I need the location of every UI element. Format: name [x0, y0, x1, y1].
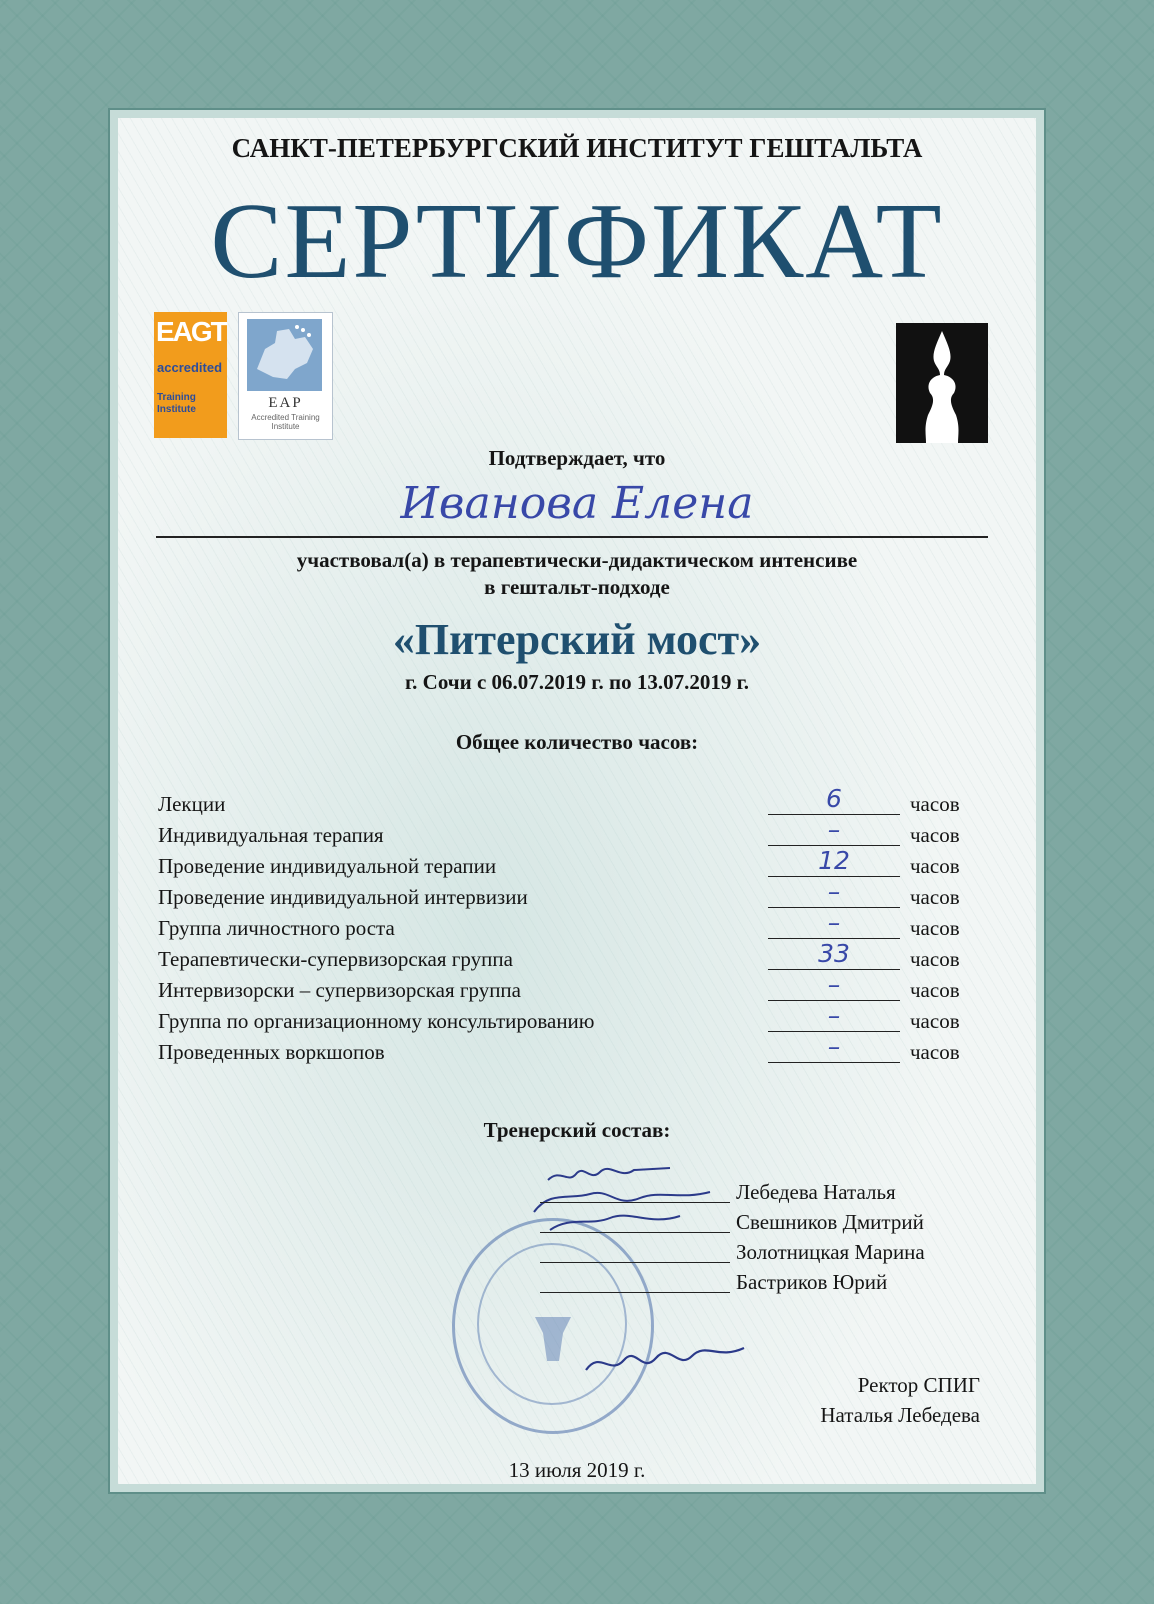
trainer-name: Бастриков Юрий	[736, 1270, 888, 1294]
hours-value: 33	[818, 939, 850, 968]
trainer-row	[540, 1240, 1000, 1270]
hours-value: –	[827, 908, 841, 937]
signature-line	[540, 1232, 730, 1233]
hours-value: 6	[826, 784, 842, 813]
hours-unit: часов	[910, 885, 960, 909]
recipient-name: Иванова Елена	[400, 478, 754, 529]
trainer-name: Золотницкая Марина	[736, 1240, 925, 1264]
program-title: «Питерский мост»	[392, 615, 762, 664]
hours-unit: часов	[910, 916, 960, 940]
hours-label: Терапевтически-супервизорская группа	[158, 947, 513, 971]
trainers-title: Тренерский состав:	[483, 1118, 671, 1142]
hours-list	[158, 784, 978, 1071]
participation-text	[0, 547, 1154, 601]
europe-map-icon	[247, 319, 322, 391]
eagt-logo-institute: Training Institute	[157, 392, 196, 415]
hours-label: Проведение индивидуальной интервизии	[158, 885, 528, 909]
recipient-name-underline	[156, 536, 988, 538]
hours-unit: часов	[910, 1040, 960, 1064]
hours-title: Общее количество часов:	[455, 730, 699, 754]
rector-name: Наталья Лебедева	[820, 1403, 980, 1427]
hours-label: Интервизорски – супервизорская группа	[158, 978, 521, 1002]
hours-label: Проведенных воркшопов	[158, 1040, 385, 1064]
hours-row	[158, 1032, 978, 1071]
hours-label: Индивидуальная терапия	[158, 823, 384, 847]
hours-label: Лекции	[158, 792, 226, 816]
participation-line-2: в гештальт-подходе	[484, 575, 670, 599]
confirms-text: Подтверждает, что	[488, 446, 666, 470]
eagt-logo	[154, 312, 227, 438]
hours-unit: часов	[910, 823, 960, 847]
trainer-row	[540, 1210, 1000, 1240]
hours-value: –	[827, 1001, 841, 1030]
hours-unit: часов	[910, 854, 960, 878]
eap-logo	[238, 312, 333, 440]
hours-unit: часов	[910, 978, 960, 1002]
certificate-title: СЕРТИФИКАТ	[210, 182, 944, 301]
signature-line	[540, 1202, 730, 1203]
faces-vase-logo-icon	[896, 323, 988, 443]
trainer-name: Лебедева Наталья	[736, 1180, 896, 1204]
hours-unit: часов	[910, 947, 960, 971]
eap-logo-subtext: Accredited Training Institute	[251, 413, 320, 431]
hours-label: Проведение индивидуальной терапии	[158, 854, 497, 878]
participation-line-1: участвовал(а) в терапевтически-дидактическом интенсиве	[296, 548, 858, 572]
trainers-list	[540, 1180, 1000, 1300]
trainer-row	[540, 1270, 1000, 1300]
institute-name: САНКТ-ПЕТЕРБУРГСКИЙ ИНСТИТУТ ГЕШТАЛЬТА	[231, 133, 923, 163]
issue-date: 13 июля 2019 г.	[508, 1458, 646, 1482]
eagt-logo-accredited: accredited	[157, 360, 223, 375]
eap-logo-text: EAP	[268, 395, 303, 411]
rector-block	[720, 1370, 980, 1430]
hours-underline	[768, 1062, 900, 1063]
eagt-logo-text: EAGT	[156, 316, 226, 347]
hours-unit: часов	[910, 1009, 960, 1033]
trainer-row	[540, 1180, 1000, 1210]
hours-unit: часов	[910, 792, 960, 816]
hours-label: Группа по организационному консультированию	[158, 1009, 595, 1033]
hours-value: –	[827, 877, 841, 906]
hours-value: –	[827, 1032, 841, 1061]
signature-line	[540, 1292, 730, 1293]
rector-role: Ректор СПИГ	[857, 1373, 980, 1397]
hours-label: Группа личностного роста	[158, 916, 395, 940]
hours-value: –	[827, 970, 841, 999]
trainer-name: Свешников Дмитрий	[736, 1210, 924, 1234]
signature-line	[540, 1262, 730, 1263]
hours-value: 12	[818, 846, 850, 875]
place-and-dates: г. Сочи с 06.07.2019 г. по 13.07.2019 г.	[405, 670, 749, 694]
hours-value: –	[827, 815, 841, 844]
